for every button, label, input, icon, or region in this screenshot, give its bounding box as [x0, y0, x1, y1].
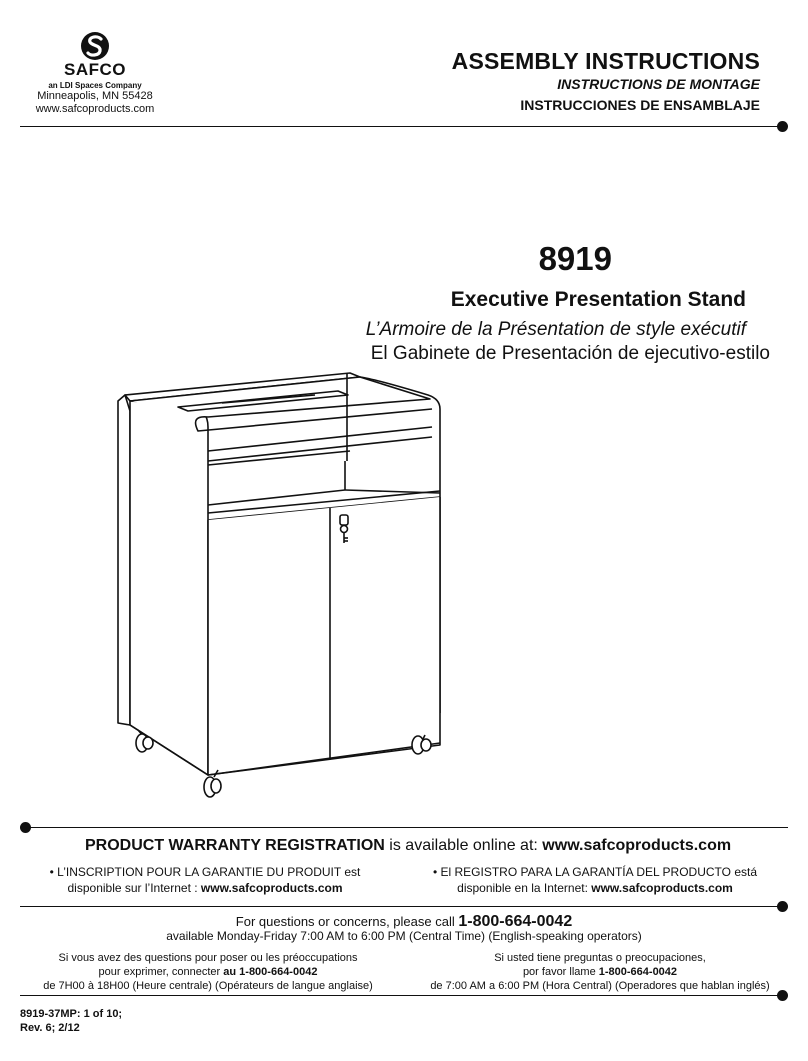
- warranty-text: is available online at:: [384, 837, 543, 854]
- contact-french-phone[interactable]: au 1-800-664-0042: [223, 966, 318, 978]
- contact-spanish-line1: Si usted tiene preguntas o preocupaciones,: [494, 952, 706, 964]
- model-number: 8919: [538, 240, 612, 277]
- footer-divider-dot: [777, 990, 788, 1001]
- contact-spanish-phone[interactable]: 1-800-664-0042: [598, 966, 678, 978]
- contact-hours: available Monday-Friday 7:00 AM to 6:00 PM (Central Time) (English-speaking operators): [166, 929, 642, 943]
- document-footer: [20, 1007, 122, 1035]
- contact-french: [20, 951, 396, 993]
- warranty-spanish: [420, 865, 770, 896]
- warranty-registration: [85, 837, 731, 855]
- contact-line1: For questions or concerns, please call: [235, 914, 459, 929]
- contact-spanish-line3: de 7:00 AM a 6:00 PM (Hora Central) (Operadores que hablan inglés): [430, 980, 770, 992]
- document-id: 8919-37MP: 1 of 10;: [20, 1008, 123, 1020]
- contact-info: [0, 913, 808, 943]
- brand-name: SAFCO: [64, 60, 126, 79]
- contact-french-line1: Si vous avez des questions pour poser ou les préoccupations: [58, 952, 358, 964]
- warranty-french: [35, 865, 375, 896]
- footer-divider: [20, 995, 782, 996]
- brand-subtitle: an LDI Spaces Company: [48, 81, 142, 90]
- warranty-french-line2: disponible sur l’Internet :: [67, 880, 201, 895]
- title-french: INSTRUCTIONS DE MONTAGE: [557, 76, 760, 92]
- header-divider-dot: [777, 121, 788, 132]
- title-english: ASSEMBLY INSTRUCTIONS: [451, 48, 760, 74]
- safco-logo-icon: [80, 30, 110, 62]
- warranty-spanish-url[interactable]: www.safcoproducts.com: [591, 880, 733, 895]
- title-spanish: INSTRUCCIONES DE ENSAMBLAJE: [520, 97, 760, 113]
- document-revision: Rev. 6; 2/12: [20, 1022, 80, 1034]
- contact-phone[interactable]: 1-800-664-0042: [458, 913, 573, 930]
- contact-spanish: [412, 951, 788, 993]
- contact-french-line2: pour exprimer, connecter: [98, 966, 224, 978]
- header-titles: [180, 48, 760, 113]
- header-divider: [20, 126, 782, 127]
- warranty-french-url[interactable]: www.safcoproducts.com: [200, 880, 343, 895]
- warranty-url[interactable]: www.safcoproducts.com: [542, 837, 732, 854]
- product-name-spanish: El Gabinete de Presentación de ejecutivo-estilo: [370, 343, 770, 364]
- warranty-spanish-line2: disponible en la Internet:: [457, 880, 592, 895]
- warranty-divider: [26, 827, 788, 828]
- product-name-english: Executive Presentation Stand: [450, 288, 746, 311]
- brand-website[interactable]: www.safcoproducts.com: [35, 103, 155, 115]
- brand-logo: [20, 30, 170, 116]
- warranty-spanish-line1: • El REGISTRO PARA LA GARANTÍA DEL PRODUCTO está: [432, 865, 758, 879]
- product-name-french: L’Armoire de la Présentation de style exécutif: [365, 319, 746, 340]
- warranty-heading: PRODUCT WARRANTY REGISTRATION: [85, 837, 385, 854]
- contact-divider-dot: [777, 901, 788, 912]
- warranty-french-line1: • L’INSCRIPTION POUR LA GARANTIE DU PRODUIT est: [49, 865, 361, 879]
- contact-french-line3: de 7H00 à 18H00 (Heure centrale) (Opérateurs de langue anglaise): [43, 980, 373, 992]
- brand-city: Minneapolis, MN 55428: [37, 90, 153, 102]
- contact-divider: [20, 906, 782, 907]
- presentation-stand-illustration: [110, 365, 450, 800]
- contact-spanish-line2: por favor llame: [522, 966, 599, 978]
